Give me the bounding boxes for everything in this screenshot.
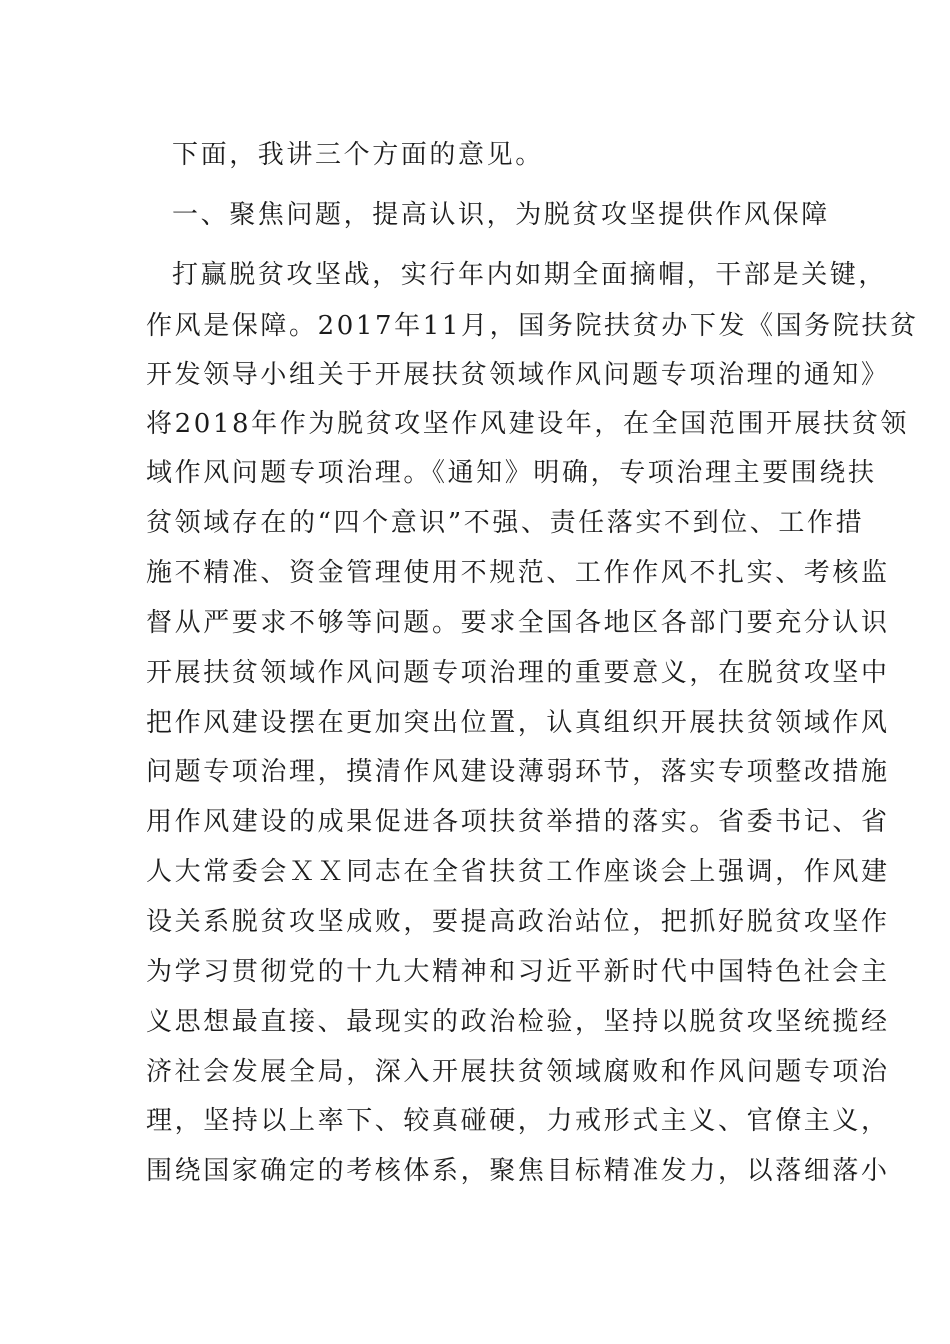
section-heading: 一、聚焦问题，提高认识，为脱贫攻坚提供作风保障	[172, 200, 830, 230]
paragraph-line: 理，坚持以上率下、较真碰硬，力戒形式主义、官僚主义，	[146, 1106, 890, 1136]
paragraph-line: 开发领导小组关于开展扶贫领域作风问题专项治理的通知》	[146, 360, 890, 390]
paragraph-line: 问题专项治理，摸清作风建设薄弱环节，落实专项整改措施	[146, 757, 890, 787]
paragraph-line: 把作风建设摆在更加突出位置，认真组织开展扶贫领域作风	[146, 708, 890, 738]
paragraph-line: 贫领域存在的“四个意识”不强、责任落实不到位、工作措	[146, 508, 865, 538]
paragraph-line: 打赢脱贫攻坚战，实行年内如期全面摘帽，干部是关键，	[172, 260, 888, 290]
paragraph-line: 督从严要求不够等问题。要求全国各地区各部门要充分认识	[146, 608, 890, 638]
paragraph-line: 济社会发展全局，深入开展扶贫领域腐败和作风问题专项治	[146, 1057, 890, 1087]
paragraph-line: 域作风问题专项治理。《通知》明确，专项治理主要围绕扶	[146, 458, 877, 488]
paragraph-line: 作风是保障。2017年11月，国务院扶贫办下发《国务院扶贫	[146, 311, 919, 341]
paragraph-line: 为学习贯彻党的十九大精神和习近平新时代中国特色社会主	[146, 957, 890, 987]
paragraph-line: 开展扶贫领域作风问题专项治理的重要意义，在脱贫攻坚中	[146, 658, 890, 688]
paragraph-line: 用作风建设的成果促进各项扶贫举措的落实。省委书记、省	[146, 807, 890, 837]
paragraph-line: 设关系脱贫攻坚成败，要提高政治站位，把抓好脱贫攻坚作	[146, 907, 890, 937]
paragraph-line: 施不精准、资金管理使用不规范、工作作风不扎实、考核监	[146, 558, 890, 588]
paragraph-line: 义思想最直接、最现实的政治检验，坚持以脱贫攻坚统揽经	[146, 1007, 890, 1037]
paragraph-line: 将2018年作为脱贫攻坚作风建设年，在全国范围开展扶贫领	[146, 409, 909, 439]
paragraph-line: 人大常委会ＸＸ同志在全省扶贫工作座谈会上强调，作风建	[146, 857, 890, 887]
paragraph-line: 围绕国家确定的考核体系，聚焦目标精准发力，以落细落小	[146, 1156, 890, 1186]
intro-sentence: 下面，我讲三个方面的意见。	[172, 140, 544, 170]
